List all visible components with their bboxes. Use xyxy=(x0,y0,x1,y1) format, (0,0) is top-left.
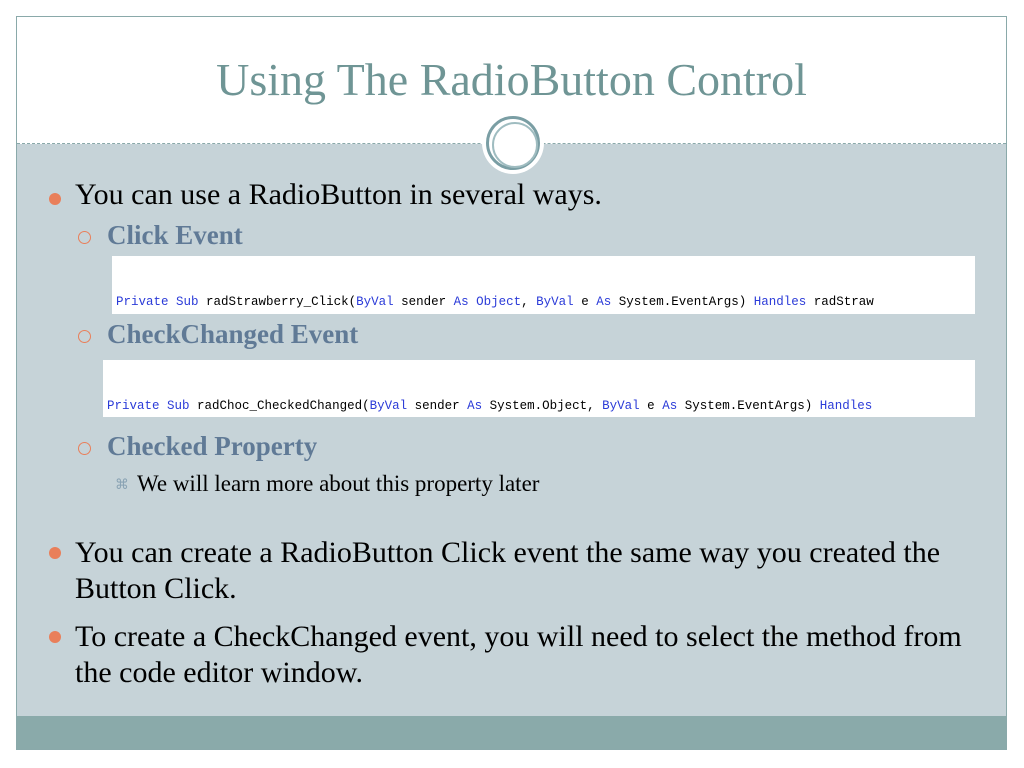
hollow-circle-icon xyxy=(78,330,91,343)
code-keyword: ByVal xyxy=(536,295,574,309)
bullet-create-click: You can create a RadioButton Click event the same way you created the Button Click. xyxy=(75,536,941,605)
code-keyword: Private xyxy=(116,295,169,309)
code-text: radStraw xyxy=(806,295,874,309)
code-keyword: Handles xyxy=(753,295,807,309)
sub-checked-note: We will learn more about this property later xyxy=(137,471,540,496)
code-text: sender xyxy=(407,399,468,413)
code-text: System.EventArgs) xyxy=(677,399,820,413)
filled-circle-icon xyxy=(49,631,61,643)
code-line xyxy=(116,293,971,311)
code-keyword: As xyxy=(453,295,469,309)
code-text xyxy=(469,295,477,309)
hollow-circle-icon xyxy=(78,231,91,244)
sub-click-event: Click Event xyxy=(107,220,243,250)
code-text: , xyxy=(521,295,537,309)
code-keyword: As xyxy=(662,399,678,413)
code-text: radStrawberry_Click( xyxy=(198,295,357,309)
code-text xyxy=(169,295,177,309)
code-text: System.EventArgs) xyxy=(611,295,754,309)
slide xyxy=(16,16,1007,750)
code-keyword: Sub xyxy=(167,399,190,413)
footer-bar xyxy=(17,716,1006,750)
filled-circle-icon xyxy=(49,547,61,559)
code-keyword: ByVal xyxy=(369,399,408,413)
code-text: sender xyxy=(393,295,454,309)
code-keyword: ByVal xyxy=(356,295,394,309)
code-line xyxy=(107,397,971,415)
code-keyword: ByVal xyxy=(602,399,640,413)
code-text xyxy=(160,399,168,413)
code-keyword: As xyxy=(467,399,483,413)
code-keyword: Object xyxy=(476,295,522,309)
sub-checked-property: Checked Property xyxy=(107,431,318,461)
code-keyword: Private xyxy=(107,399,160,413)
code-keyword: Handles xyxy=(819,399,873,413)
sub-checkchanged-event: CheckChanged Event xyxy=(107,319,359,349)
code-keyword: Sub xyxy=(176,295,199,309)
code-keyword: As xyxy=(596,295,612,309)
bullet-intro: You can use a RadioButton in several ways. xyxy=(75,178,602,211)
ring-ornament-icon xyxy=(486,116,540,170)
code-text: e xyxy=(639,399,663,413)
code-block-checkchanged xyxy=(103,360,975,417)
bullet-create-checkchanged: To create a CheckChanged event, you will need to select the method from the code editor window. xyxy=(75,620,962,689)
code-block-click xyxy=(112,256,975,314)
code-text: System.Object, xyxy=(482,399,603,413)
code-text: e xyxy=(573,295,597,309)
hollow-circle-icon xyxy=(78,442,91,455)
slide-title: Using The RadioButton Control xyxy=(216,54,807,105)
x-cross-icon: ⌘ xyxy=(115,478,129,493)
code-text: radChoc_CheckedChanged( xyxy=(189,399,370,413)
filled-circle-icon xyxy=(49,193,61,205)
